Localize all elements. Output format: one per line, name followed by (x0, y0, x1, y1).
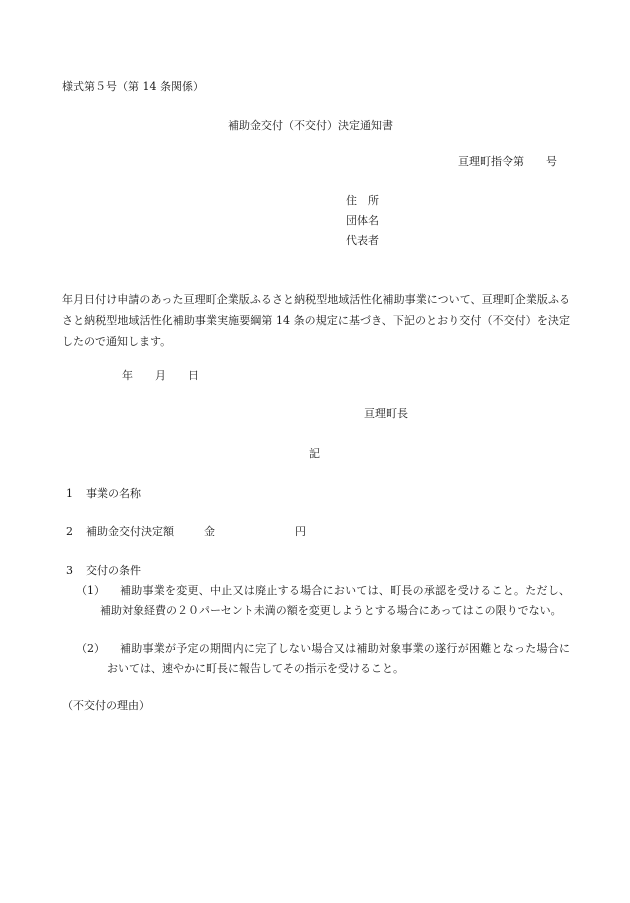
document-title: 補助金交付（不交付）決定通知書 (228, 119, 393, 132)
condition-2-number: （2） (76, 642, 105, 655)
body-year: 年 (62, 293, 74, 306)
representative-label: 代表者 (346, 234, 379, 247)
condition-1-text: 補助事業を変更、中止又は廃止する場合においては、町長の承認を受けること。ただし、補助対象経費の２０パーセント未満の額を変更しようとする場合にあってはこの限りでない。 (100, 584, 570, 617)
condition-1 (76, 581, 570, 641)
item-1-label: 事業の名称 (86, 487, 141, 500)
body-month: 月 (73, 293, 85, 306)
date-year: 年 (122, 369, 133, 382)
notification-body (62, 289, 570, 352)
item-3-label: 交付の条件 (86, 564, 141, 577)
item-2-currency: 金 (204, 525, 215, 538)
date-month: 月 (155, 369, 166, 382)
item-2-label: 補助金交付決定額 (86, 525, 174, 538)
item-2-number: 2 (66, 525, 73, 538)
address-label: 住 所 (346, 194, 379, 207)
condition-2-text: 補助事業が予定の期間内に完了しない場合又は補助対象事業の遂行が困難となった場合においては、速やかに町長に報告してその指示を受けること。 (107, 642, 570, 675)
condition-2 (76, 639, 570, 679)
form-number: 様式第５号（第 14 条関係） (62, 80, 204, 93)
organization-label: 団体名 (346, 214, 379, 227)
item-3-number: 3 (66, 564, 73, 577)
date-day: 日 (188, 369, 199, 382)
ki-heading: 記 (309, 447, 320, 460)
document-number: 亘理町指令第 号 (458, 155, 557, 168)
item-2-unit: 円 (295, 525, 306, 538)
item-1-number: 1 (66, 487, 73, 500)
condition-1-number: （1） (76, 584, 105, 597)
body-text: 日付け申請のあった亘理町企業版ふるさと納税型地域活性化補助事業について、亘理町企業版ふるさと納税型地域活性化補助事業実施要綱第 14 条の規定に基づき、下記のとおり交付（不交付）を決定したので通知します。 (62, 293, 571, 348)
non-grant-reason-label: （不交付の理由） (62, 699, 150, 712)
date-line (122, 369, 199, 383)
issuer-name: 亘理町長 (364, 407, 408, 420)
